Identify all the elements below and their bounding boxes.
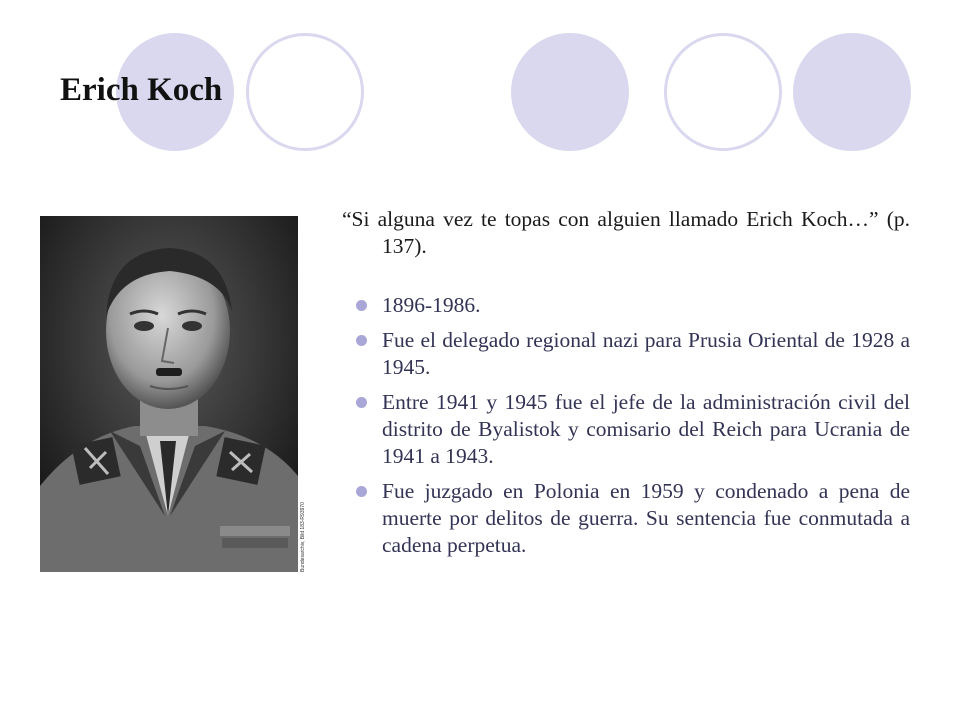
decor-circle-4 bbox=[664, 33, 782, 151]
bullet-icon bbox=[356, 397, 367, 408]
bullet-item: Fue juzgado en Polonia en 1959 y condenado a pena de muerte por delitos de guerra. Su sentencia fue conmutada a cadena perpetua. bbox=[342, 478, 910, 559]
photo-credit: Bundesarchiv, Bild 183-R93970 bbox=[300, 502, 306, 572]
quote-text: “Si alguna vez te topas con alguien llamado Erich Koch…” (p. 137). bbox=[342, 207, 910, 258]
decor-circle-3 bbox=[511, 33, 629, 151]
bullet-item: Fue el delegado regional nazi para Prusia Oriental de 1928 a 1945. bbox=[342, 327, 910, 381]
bullet-icon bbox=[356, 300, 367, 311]
portrait-illustration bbox=[40, 216, 298, 572]
bullet-item: Entre 1941 y 1945 fue el jefe de la administración civil del distrito de Byalistok y comisario del Reich para Ucrania de 1941 a 1943. bbox=[342, 389, 910, 470]
portrait-photo bbox=[40, 216, 298, 572]
decor-circle-2 bbox=[246, 33, 364, 151]
bullet-list bbox=[342, 292, 910, 559]
slide-content bbox=[342, 206, 910, 567]
bullet-item: 1896-1986. bbox=[342, 292, 910, 319]
bullet-icon bbox=[356, 335, 367, 346]
slide-title: Erich Koch bbox=[60, 72, 223, 108]
decor-circle-5 bbox=[793, 33, 911, 151]
bullet-icon bbox=[356, 486, 367, 497]
